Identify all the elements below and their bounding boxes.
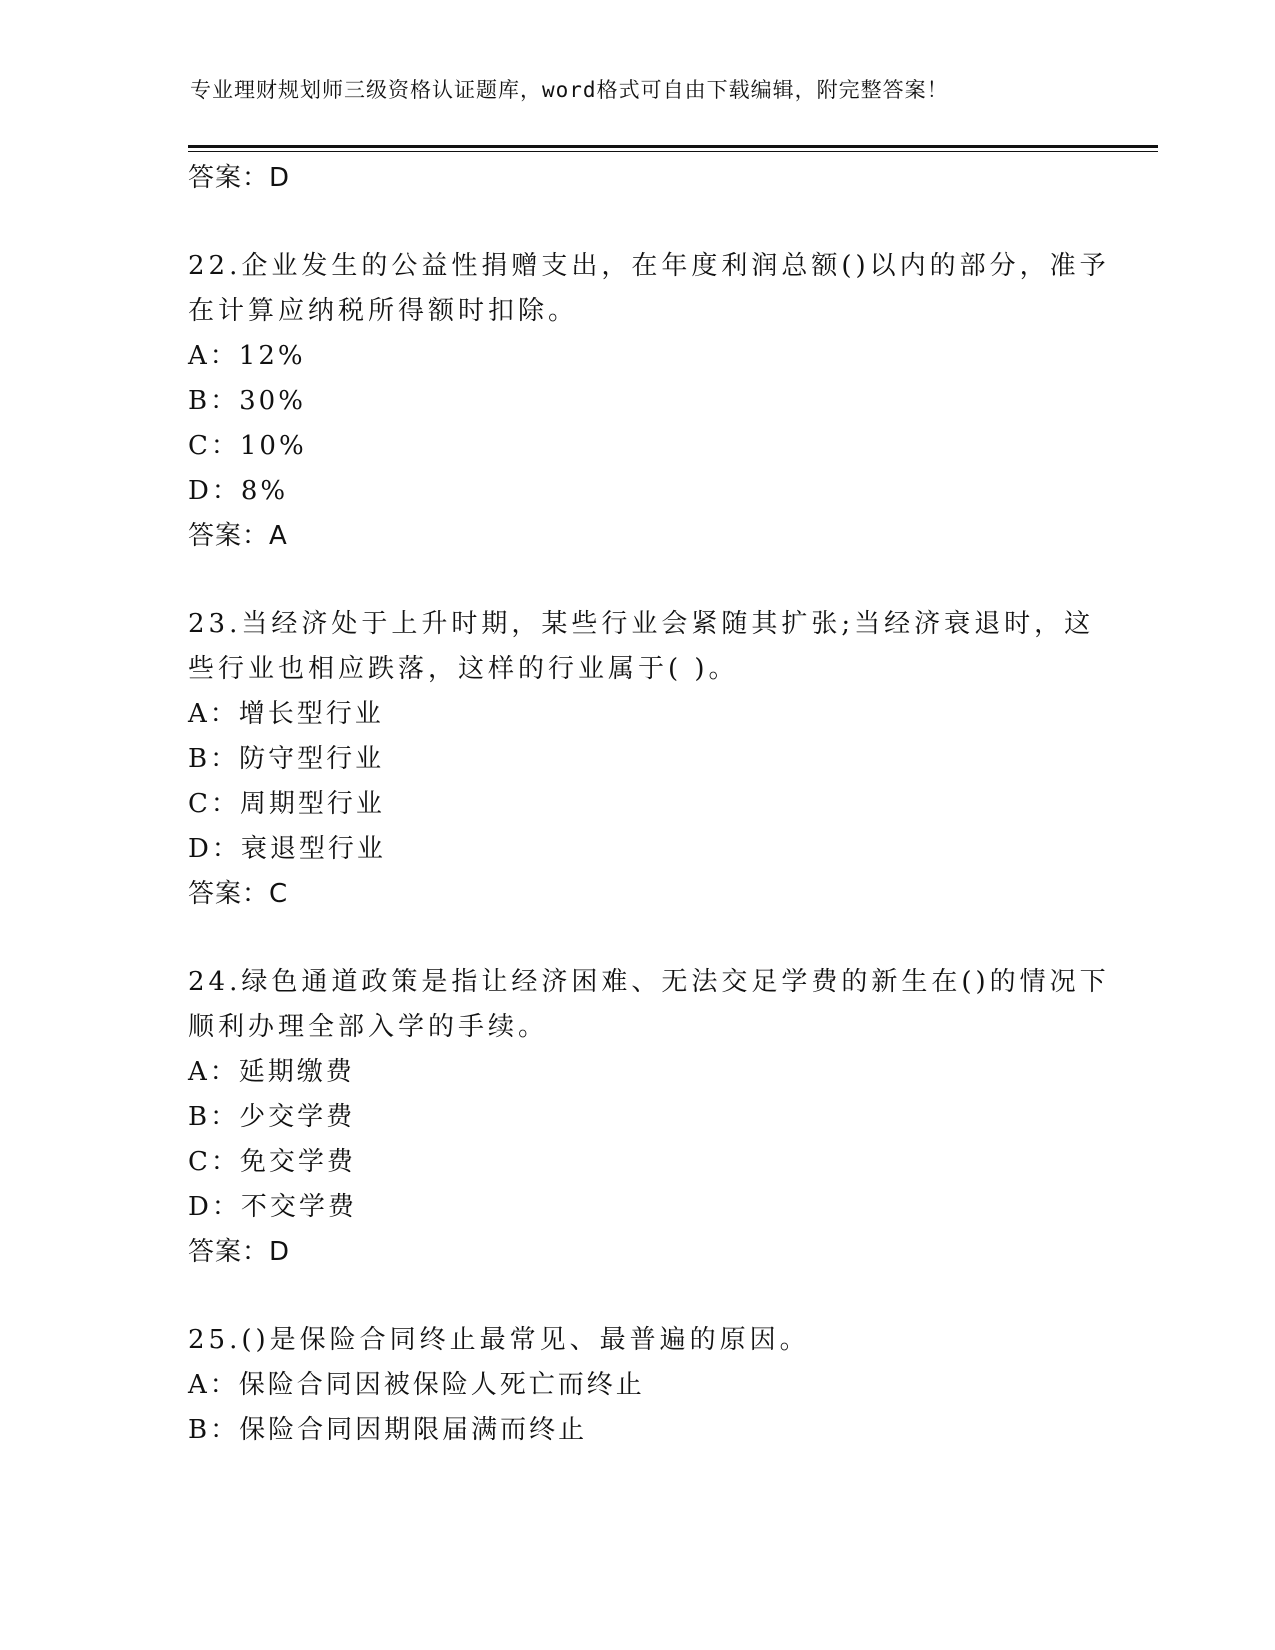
header-rule-thin bbox=[188, 151, 1158, 152]
question-text: 22.企业发生的公益性捐赠支出，在年度利润总额()以内的部分，准予 bbox=[188, 251, 1110, 281]
question-text: 24.绿色通道政策是指让经济困难、无法交足学费的新生在()的情况下 bbox=[188, 967, 1110, 997]
option-b: B：防守型行业 bbox=[188, 744, 385, 774]
question-text: 顺利办理全部入学的手续。 bbox=[188, 1012, 549, 1042]
option-b: B：少交学费 bbox=[188, 1102, 356, 1132]
spacer bbox=[188, 1274, 1088, 1318]
option-a: A：增长型行业 bbox=[188, 699, 384, 729]
spacer bbox=[188, 200, 1088, 244]
spacer bbox=[188, 558, 1088, 602]
option-d: D：不交学费 bbox=[188, 1192, 357, 1222]
question-23 bbox=[188, 602, 1095, 916]
option-a: A：延期缴费 bbox=[188, 1057, 355, 1087]
option-d: D：8% bbox=[188, 476, 289, 506]
answer-line: 答案：A bbox=[188, 521, 288, 551]
option-b: B：30% bbox=[188, 386, 306, 416]
option-b: B：保险合同因期限届满而终止 bbox=[188, 1415, 588, 1445]
answer-line: 答案：D bbox=[188, 163, 291, 193]
option-c: C：10% bbox=[188, 431, 307, 461]
question-text: 在计算应纳税所得额时扣除。 bbox=[188, 296, 579, 326]
question-25 bbox=[188, 1318, 1088, 1453]
question-text: 些行业也相应跌落，这样的行业属于( )。 bbox=[188, 654, 739, 684]
question-text: 25.()是保险合同终止最常见、最普遍的原因。 bbox=[188, 1325, 810, 1355]
option-c: C：周期型行业 bbox=[188, 789, 385, 819]
option-d: D：衰退型行业 bbox=[188, 834, 386, 864]
question-24 bbox=[188, 960, 1110, 1274]
option-a: A：保险合同因被保险人死亡而终止 bbox=[188, 1370, 645, 1400]
spacer bbox=[188, 916, 1088, 960]
question-text: 23.当经济处于上升时期，某些行业会紧随其扩张;当经济衰退时，这 bbox=[188, 609, 1095, 639]
option-a: A：12% bbox=[188, 341, 306, 371]
page-header: 专业理财规划师三级资格认证题库，word格式可自由下载编辑，附完整答案！ bbox=[190, 78, 949, 102]
answer-line: 答案：C bbox=[188, 879, 289, 909]
question-list bbox=[188, 156, 1110, 1453]
question-22 bbox=[188, 244, 1110, 558]
option-c: C：免交学费 bbox=[188, 1147, 356, 1177]
answer-line: 答案：D bbox=[188, 1237, 291, 1267]
header-rule-thick bbox=[188, 145, 1158, 148]
